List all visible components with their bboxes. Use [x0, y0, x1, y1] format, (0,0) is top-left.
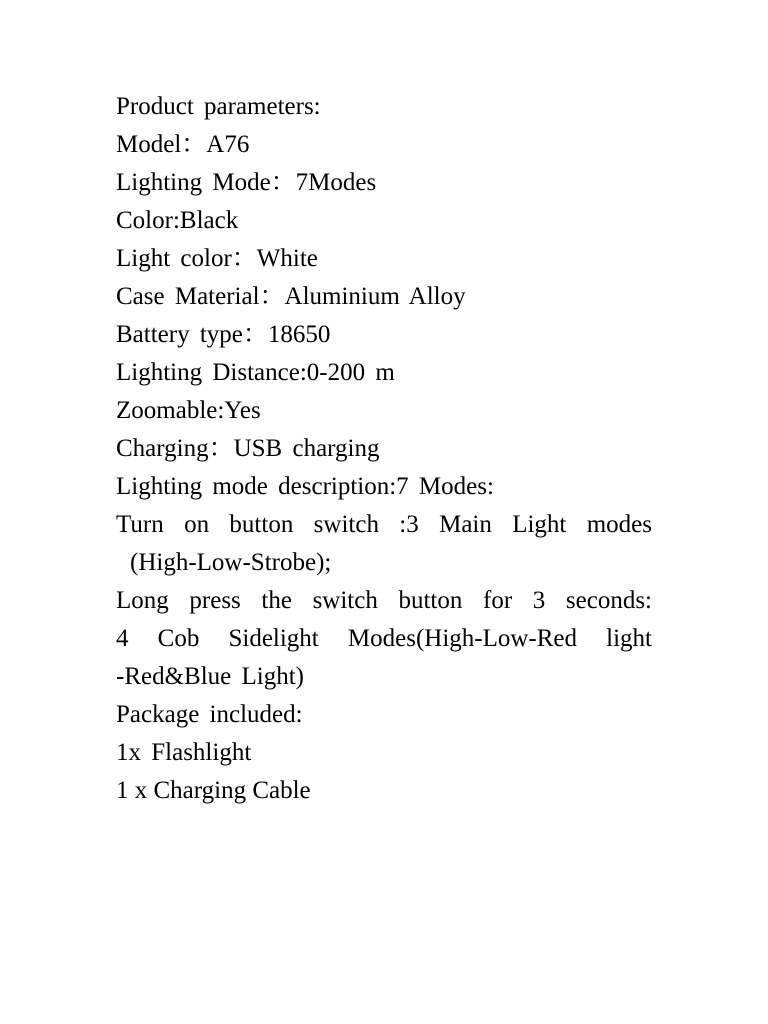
mode-description-line-4: 4 Cob Sidelight Modes(High-Low-Red light [116, 625, 652, 652]
param-light-color: Light color：White [116, 245, 318, 272]
mode-description-line-1: Turn on button switch :3 Main Light modes [116, 511, 652, 538]
param-lighting-distance: Lighting Distance:0-200 m [116, 359, 395, 386]
param-case-material: Case Material：Aluminium Alloy [116, 283, 466, 310]
param-model: Model：A76 [116, 131, 250, 158]
param-lighting-mode: Lighting Mode：7Modes [116, 169, 377, 196]
param-color: Color:Black [116, 207, 239, 234]
package-item-charging-cable: 1 x Charging Cable [116, 777, 311, 804]
param-zoomable: Zoomable:Yes [116, 397, 261, 424]
package-item-flashlight: 1x Flashlight [116, 739, 252, 766]
param-charging: Charging：USB charging [116, 435, 380, 462]
document-body [116, 88, 652, 810]
heading-package-included: Package included: [116, 701, 303, 728]
mode-description-line-5: -Red&Blue Light) [116, 663, 304, 690]
heading-product-parameters: Product parameters: [116, 93, 321, 120]
param-battery-type: Battery type：18650 [116, 321, 331, 348]
mode-description-line-3: Long press the switch button for 3 seconds: [116, 587, 652, 614]
mode-description-line-2: (High-Low-Strobe); [130, 549, 332, 576]
heading-lighting-mode-description: Lighting mode description:7 Modes: [116, 473, 494, 500]
